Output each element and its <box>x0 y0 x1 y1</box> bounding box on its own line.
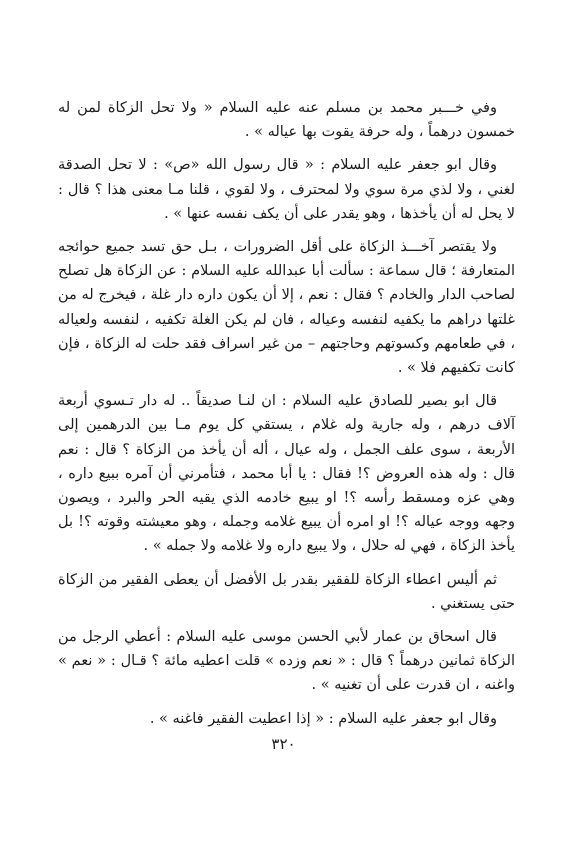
paragraph-1: وفي خـــبر محمد بن مسلم عنه عليه السلام « ولا تحل الزكاة لمن له خمسون درهماً ، وله حرفة يقوت بها عياله » . <box>58 100 515 141</box>
paragraph-7: وقال ابو جعفر عليه السلام : « إذا اعطيت الفقير فاغنه » . <box>149 710 497 727</box>
page-number: ٣٢٠ <box>271 735 296 753</box>
paragraph-4: قال ابو بصير للصادق عليه السلام : ان لنـا صديقاً .. له دار تـسوي أربعة آلاف درهم ، وله جارية وله غلام ، يستقي كل يوم مـا بين الدرهمين إلى الأربعة ، سوى علف الجمل ، وله عيال ، أله أن يأخذ من الزكاة ؟ قال : نعم قال : وله هذه العروض ؟! فقال : يا أبا محمد ، فتأمرني أن آمره ببيع داره ، وهي عزه ومسقط رأسه ؟! او يبيع خادمه الذي يقيه الحر والبرد ، ويصون وجهه ووجه عياله ؟! او امره أن يبيع غلامه وجمله ، وهو معيشته وقوته ؟! بل يأخذ الزكاة ، فهي له حلال ، ولا يبيع داره ولا غلامه ولا جمله » . <box>58 393 515 555</box>
paragraph-2: وقال ابو جعفر عليه السلام : « قال رسول الله «ص» : لا تحل الصدقة لغني ، ولا لذي مرة سوي ولا لمحترف ، ولا لقوي ، قلنا مـا معنى هذا ؟ قال : لا يحل له أن يأخذها ، وهو يقدر على أن يكف نفسه عنها » . <box>58 157 515 222</box>
paragraph-6: قال اسحاق بن عمار لأبي الحسن موسى عليه السلام : أعطي الرجل من الزكاة ثمانين درهماً ؟ قال : « نعم وزده » قلت اعطيه مائة ؟ قـال : « نعم » واغنه ، ان قدرت على أن تغنيه » . <box>58 629 515 694</box>
paragraph-3: ولا يقتصر آخـــذ الزكاة على أقل الضرورات ، بـل حق تسد جميع حوائجه المتعارفة ؛ قال سماعة : سألت أبا عبدالله عليه السلام : عن الزكاة هل تصلح لصاحب الدار والخادم ؟ فقال : نعم ، إلا أن يكون داره دار غلة ، فيخرج له من غلتها دراهم ما يكفيه لنفسه وعياله ، فان لم يكن الغلة تكفيه ، لنفسه ولعياله ، في طعامهم وكسوتهم وحاجتهم – من غير اسراف فقد حلت له الزكاة ، فإن كانت تكفيهم فلا » . <box>58 239 515 377</box>
page-body-text <box>58 96 515 740</box>
paragraph-5: ثم أليس اعطاء الزكاة للفقير بقدر بل الأفضل أن يعطى الفقير من الزكاة حتى يستغني . <box>58 571 515 612</box>
